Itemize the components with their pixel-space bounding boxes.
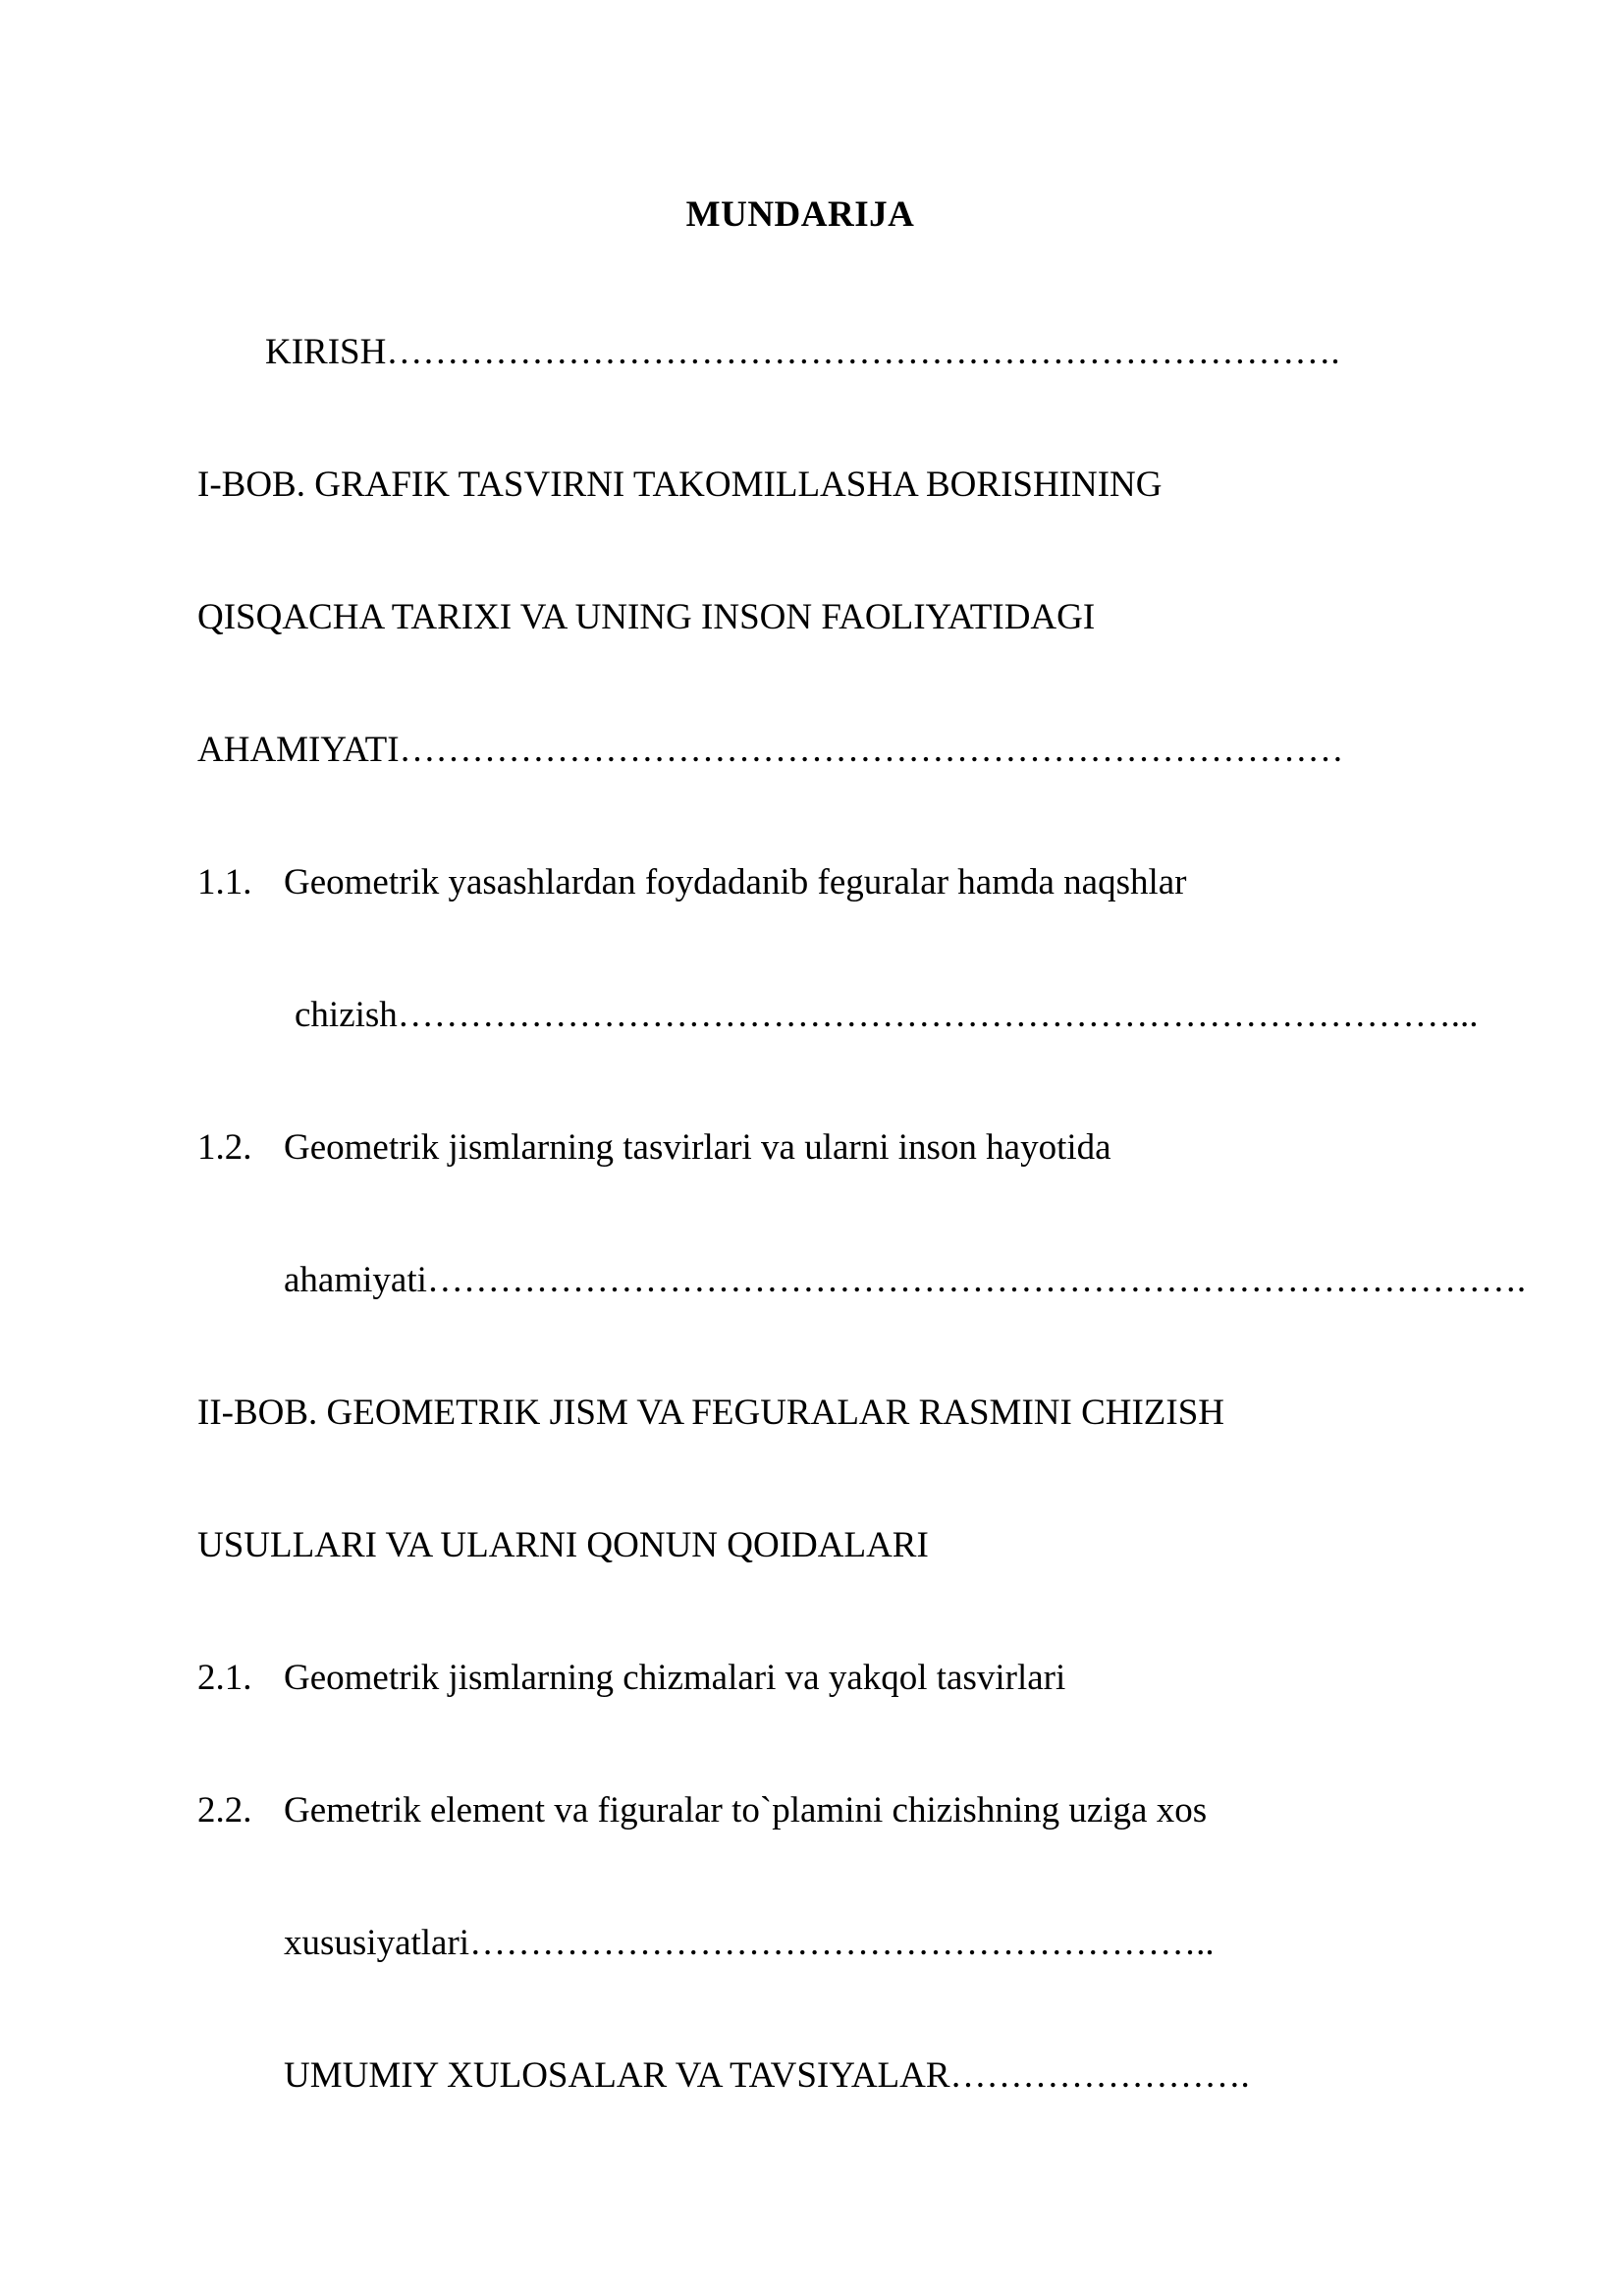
toc-entry-text: I-BOB. GRAFIK TASVIRNI TAKOMILLASHA BORISHINING (197, 465, 1163, 505)
toc-entry-text: QISQACHA TARIXI VA UNING INSON FAOLIYATIDAGI (197, 597, 1096, 637)
toc-entry-2-2 (197, 1792, 1207, 1829)
toc-entry-number: 1.2. (197, 1127, 252, 1168)
toc-entry-chapter-1-line-3 (197, 732, 1344, 768)
toc-entry-kirish (265, 334, 1340, 370)
toc-entry-text: Gemetrik element va figuralar to`plamini chizishning uziga xos (284, 1790, 1208, 1831)
toc-entry-1-1-continuation (295, 997, 1479, 1033)
toc-entry-chapter-2-line-1 (197, 1394, 1224, 1431)
toc-entry-2-2-continuation (284, 1925, 1215, 1961)
toc-entry-1-2 (197, 1129, 1111, 1166)
toc-entry-chapter-1-line-1 (197, 466, 1163, 503)
toc-entry-number: 2.2. (197, 1790, 252, 1831)
toc-entry-chapter-1-line-2 (197, 599, 1095, 635)
toc-entry-text: Geometrik jismlarning chizmalari va yakqol tasvirlari (284, 1658, 1066, 1698)
toc-entry-text: chizish……………………………………………………………………………... (295, 995, 1479, 1035)
toc-entry-text: xususiyatlari…………………………………………………….. (284, 1923, 1215, 1963)
page-title: MUNDARIJA (685, 194, 915, 235)
toc-entry-text: KIRISH……………………………………………………………………. (265, 332, 1340, 372)
toc-entry-text: ahamiyati………………………………………………………………………………. (284, 1260, 1527, 1300)
toc-entry-number: 1.1. (197, 862, 252, 902)
toc-entry-text: Geometrik jismlarning tasvirlari va ularni inson hayotida (284, 1127, 1111, 1168)
toc-entry-chapter-2-line-2 (197, 1527, 929, 1563)
toc-entry-text: Geometrik yasashlardan foydadanib feguralar hamda naqshlar (284, 862, 1187, 902)
toc-entry-text: USULLARI VA ULARNI QONUN QOIDALARI (197, 1525, 929, 1565)
toc-entry-conclusions (284, 2057, 1250, 2094)
toc-entry-text: II-BOB. GEOMETRIK JISM VA FEGURALAR RASMINI CHIZISH (197, 1393, 1225, 1433)
toc-entry-1-1 (197, 864, 1187, 901)
toc-entry-text: AHAMIYATI…………………………………………………………………… (197, 730, 1344, 770)
toc-entry-1-2-continuation (284, 1262, 1526, 1298)
toc-entry-number: 2.1. (197, 1658, 252, 1698)
toc-entry-text: UMUMIY XULOSALAR VA TAVSIYALAR……………………. (284, 2055, 1250, 2096)
toc-entry-2-1 (197, 1660, 1065, 1696)
